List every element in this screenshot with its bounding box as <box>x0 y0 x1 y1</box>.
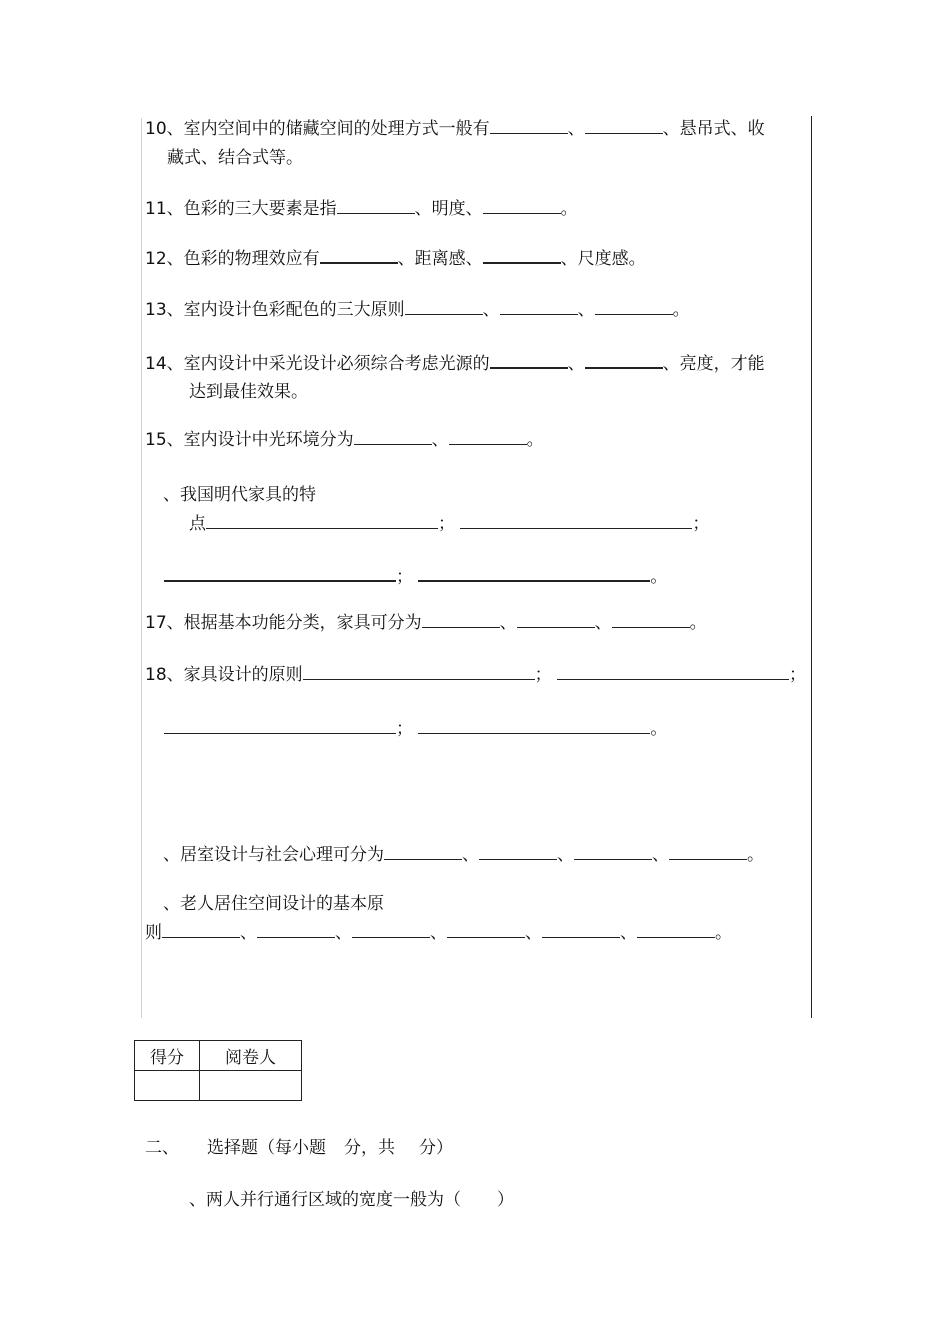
question-16: 、我国明代家具的特 <box>163 485 316 505</box>
question-20-line2: 则 、 、 、 、 、 。 <box>145 923 732 943</box>
answer-blank[interactable] <box>320 246 398 264</box>
grader-header: 阅卷人 <box>200 1041 302 1071</box>
mc-question-1: 、两人并行通行区域的宽度一般为（ ） <box>189 1190 514 1210</box>
question-16-line3: ； 。 <box>164 564 667 588</box>
answer-blank[interactable] <box>669 843 747 860</box>
question-15: 15、室内设计中光环境分为 、 。 <box>145 430 544 450</box>
question-16-line2: 点 ； ； <box>189 514 710 534</box>
question-11: 11、色彩的三大要素是指 、明度、 。 <box>145 199 578 219</box>
grader-cell[interactable] <box>200 1071 302 1101</box>
answer-blank[interactable] <box>479 843 557 860</box>
answer-blank[interactable] <box>557 663 789 680</box>
answer-blank[interactable] <box>162 921 240 938</box>
answer-blank[interactable] <box>585 351 663 369</box>
answer-blank[interactable] <box>500 298 578 315</box>
answer-blank[interactable] <box>405 298 483 315</box>
answer-blank[interactable] <box>483 246 561 264</box>
score-header: 得分 <box>135 1041 200 1071</box>
answer-blank[interactable] <box>585 117 663 134</box>
frame-right-border <box>811 116 812 1018</box>
answer-blank[interactable] <box>164 717 396 734</box>
section-2-heading: 二、 选择题（每小题 分，共 分） <box>145 1138 453 1158</box>
answer-blank[interactable] <box>257 921 335 938</box>
answer-blank[interactable] <box>447 921 525 938</box>
answer-blank[interactable] <box>490 351 568 369</box>
answer-blank[interactable] <box>449 428 527 445</box>
question-number: 10 <box>145 119 167 139</box>
question-19: 、居室设计与社会心理可分为 、 、 、 。 <box>163 845 764 865</box>
question-10-cont: 藏式、结合式等。 <box>167 148 303 168</box>
answer-blank[interactable] <box>384 843 462 860</box>
question-12: 12、色彩的物理效应有 、距离感、 、尺度感。 <box>145 246 646 270</box>
question-14-cont: 达到最佳效果。 <box>189 382 308 402</box>
answer-blank[interactable] <box>352 921 430 938</box>
answer-blank[interactable] <box>517 611 595 628</box>
answer-blank[interactable] <box>574 843 652 860</box>
answer-blank[interactable] <box>164 564 396 582</box>
answer-blank[interactable] <box>303 663 535 680</box>
question-18: 18、家具设计的原则 ； ； <box>145 665 807 685</box>
frame-left-border <box>141 118 142 1018</box>
question-17: 17、根据基本功能分类，家具可分为 、 、 。 <box>145 613 707 633</box>
answer-blank[interactable] <box>483 197 561 214</box>
answer-blank[interactable] <box>637 921 715 938</box>
answer-blank[interactable] <box>595 298 673 315</box>
answer-blank[interactable] <box>337 197 415 214</box>
answer-blank[interactable] <box>418 564 650 582</box>
question-20: 、老人居住空间设计的基本原 <box>163 894 384 914</box>
answer-blank[interactable] <box>460 512 692 529</box>
score-table <box>134 1040 302 1101</box>
score-cell[interactable] <box>135 1071 200 1101</box>
answer-blank[interactable] <box>418 717 650 734</box>
answer-blank[interactable] <box>206 512 438 529</box>
answer-blank[interactable] <box>542 921 620 938</box>
question-10: 10、室内空间中的储藏空间的处理方式一般有 、 、悬吊式、收 <box>145 119 765 139</box>
question-14: 14、室内设计中采光设计必须综合考虑光源的 、 、亮度，才能 <box>145 351 765 375</box>
question-18-line2: ； 。 <box>164 717 667 740</box>
answer-blank[interactable] <box>612 611 690 628</box>
answer-blank[interactable] <box>354 428 432 445</box>
answer-blank[interactable] <box>490 117 568 134</box>
question-13: 13、室内设计色彩配色的三大原则 、 、 。 <box>145 300 690 320</box>
answer-blank[interactable] <box>422 611 500 628</box>
